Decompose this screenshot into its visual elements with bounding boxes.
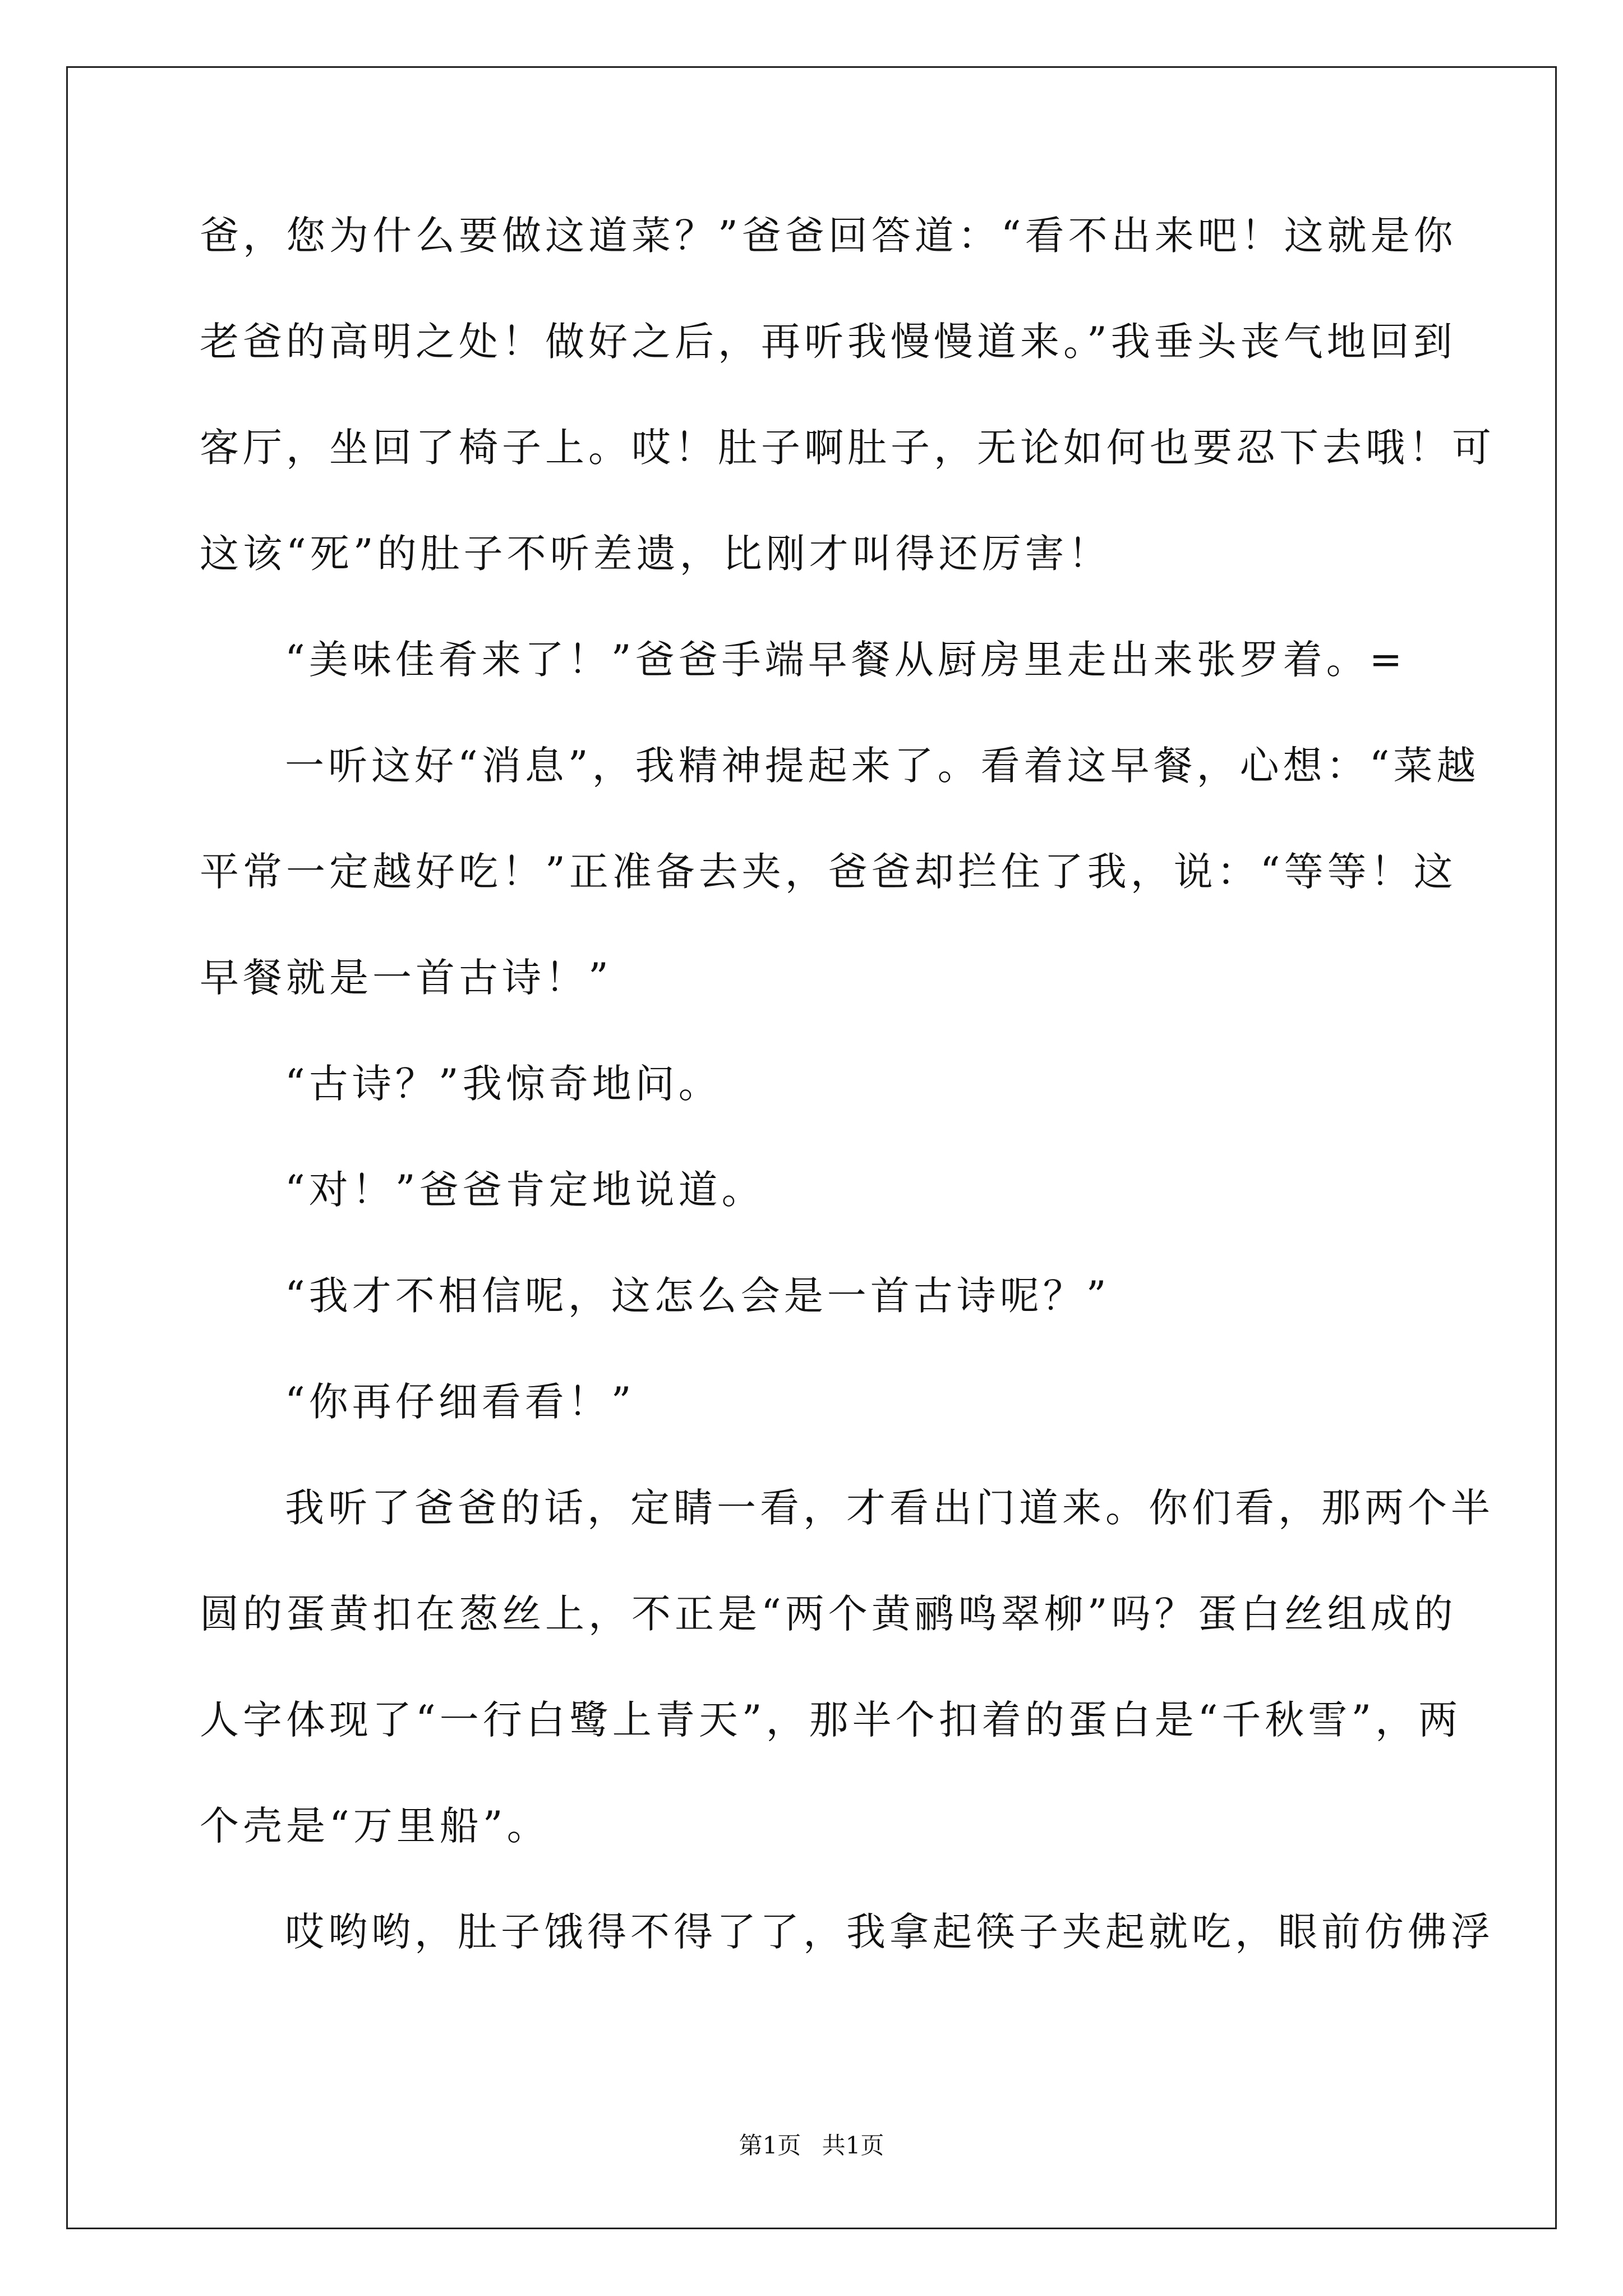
text-line: “古诗？”我惊奇地问。	[285, 1061, 722, 1107]
text-line: “你再仔细看看！”	[285, 1379, 635, 1425]
text-line: “我才不相信呢，这怎么会是一首古诗呢？”	[285, 1273, 1110, 1319]
text-line: 老爸的高明之处！做好之后，再听我慢慢道来。”我垂头丧气地回到	[200, 319, 1456, 365]
text-line: 平常一定越好吃！”正准备去夹，爸爸却拦住了我，说：“等等！这	[200, 849, 1457, 895]
page-footer	[0, 2127, 1623, 2161]
page-number: 第1页	[739, 2132, 801, 2159]
text-line: “美味佳肴来了！”爸爸手端早餐从厨房里走出来张罗着。=	[285, 637, 1407, 683]
text-line: 圆的蛋黄扣在葱丝上，不正是“两个黄鹂鸣翠柳”吗？蛋白丝组成的	[200, 1591, 1457, 1637]
text-line: “对！”爸爸肯定地说道。	[285, 1167, 765, 1213]
text-line: 早餐就是一首古诗！”	[200, 955, 612, 1001]
text-line: 这该“死”的肚子不听差遗，比刚才叫得还厉害！	[200, 531, 1112, 577]
text-line: 一听这好“消息”，我精神提起来了。看着这早餐，心想：“菜越	[285, 743, 1480, 789]
document-body	[200, 208, 1495, 2010]
text-line: 我听了爸爸的话，定睛一看，才看出门道来。你们看，那两个半	[285, 1485, 1494, 1531]
text-line: 人字体现了“一行白鹭上青天”，那半个扣着的蛋白是“千秋雪”，两	[200, 1697, 1462, 1743]
text-line: 个壳是“万里船”。	[200, 1803, 550, 1849]
page-total: 共1页	[822, 2132, 884, 2159]
text-line: 哎哟哟，肚子饿得不得了了，我拿起筷子夹起就吃，眼前仿佛浮	[285, 1909, 1494, 1955]
text-line: 客厅，坐回了椅子上。哎！肚子啊肚子，无论如何也要忍下去哦！可	[200, 425, 1495, 471]
text-line: 爸，您为什么要做这道菜？”爸爸回答道：“看不出来吧！这就是你	[200, 213, 1457, 259]
